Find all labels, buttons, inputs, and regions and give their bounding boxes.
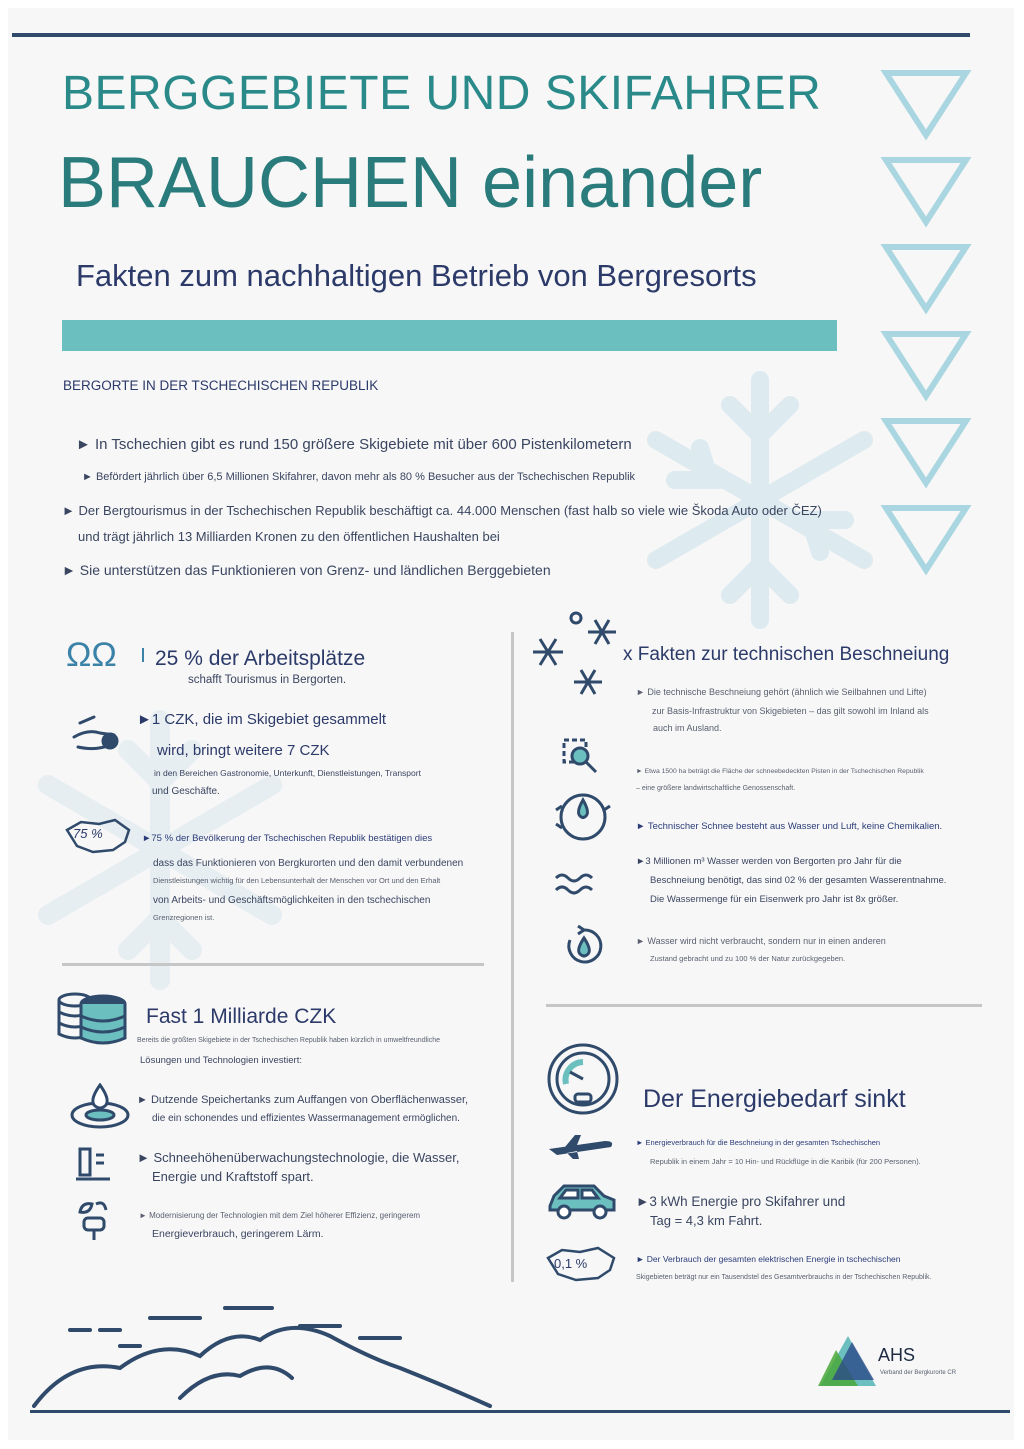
ahs-logo-icon (818, 1334, 878, 1392)
eco-plug-icon (72, 1198, 116, 1242)
divider-tick (142, 648, 144, 662)
intro-bullet-3: ► Der Bergtourismus in der Tschechischen Republik beschäftigt ca. 44.000 Menschen (fast halb so viele wie Škoda Auto oder ČEZ) (62, 503, 822, 518)
intro-bullet-4: ► Sie unterstützen das Funktionieren von Grenz- und ländlichen Berggebieten (62, 562, 551, 578)
logo-subtitle: Verband der Bergkurorte CR (880, 1370, 957, 1376)
snow-fact-4a: ►3 Millionen m³ Wasser werden von Bergorten pro Jahr für die (636, 856, 902, 867)
invest-item-1a: ► Dutzende Speichertanks zum Auffangen von Oberflächenwasser, (137, 1094, 469, 1106)
logo-name: AHS (878, 1345, 916, 1365)
energy-fact-1b: Republik in einem Jahr = 10 Hin- und Rückflüge in die Karibik (für 200 Personen). (650, 1157, 921, 1166)
invest-item-3a: ► Modernisierung der Technologien mit dem Ziel höherer Effizienz, geringerem (139, 1211, 421, 1220)
population-line-3: Dienstleistungen wichtig für den Lebensunterhalt der Menschen vor Ort und den Erhalt (153, 876, 441, 885)
search-area-icon (560, 736, 602, 776)
invest-line-2: Lösungen und Technologien investiert: (140, 1055, 302, 1066)
triangle-icon (886, 247, 966, 309)
intro-bullet-2: ► Befördert jährlich über 6,5 Millionen Skifahrer, davon mehr als 80 % Besucher aus der Tschechischen Republik (82, 471, 636, 483)
pct-badge-75: 75 % (73, 826, 103, 841)
snow-fact-5b: Zustand gebracht und zu 100 % der Natur zurückgegeben. (650, 954, 846, 963)
snow-fact-1a: ► Die technische Beschneiung gehört (ähnlich wie Seilbahnen und Lifte) (636, 687, 927, 697)
speedometer-icon (544, 1040, 622, 1118)
population-line-2: dass das Funktionieren von Bergkurorten und den damit verbundenen (153, 858, 464, 869)
czk-line-1: ►1 CZK, die im Skigebiet gesammelt (137, 711, 387, 728)
bottom-divider (30, 1410, 1010, 1413)
top-divider (12, 33, 970, 37)
snow-fact-1b: zur Basis-Infrastruktur von Skigebieten – das gilt sowohl im Inland als (652, 706, 929, 716)
water-waves-icon (552, 868, 602, 902)
population-line-1: ►75 % der Bevölkerung der Tschechischen Republik bestätigen dies (142, 833, 433, 844)
intro-bullet-3-cont: und trägt jährlich 13 Milliarden Kronen zu den öffentlichen Haushalten bei (78, 529, 500, 544)
database-icon (55, 990, 131, 1050)
triangle-icon (886, 334, 966, 396)
title-line-1: BERGGEBIETE UND SKIFAHRER (62, 67, 822, 120)
divider-right (546, 1004, 982, 1007)
population-line-4: von Arbeits- und Geschäftsmöglichkeiten in den tschechischen (153, 895, 431, 906)
hand-coin-icon (70, 715, 126, 755)
triangle-icon (886, 73, 966, 135)
airplane-icon (545, 1131, 617, 1161)
population-line-5: Grenzregionen ist. (153, 913, 215, 922)
pct-badge-0-1: 0,1 % (554, 1256, 588, 1271)
divider-left (62, 963, 484, 966)
invest-line-1: Bereits die größten Skigebiete in der Tschechischen Republik haben kürzlich in umweltfreundliche (137, 1037, 440, 1044)
snowmaking-title: x Fakten zur technischen Beschneiung (623, 644, 950, 665)
invest-item-3b: Energieverbrauch, geringerem Lärm. (152, 1228, 324, 1240)
water-cycle-icon (560, 924, 606, 970)
section-title-bergorte: BERGORTE IN DER TSCHECHISCHEN REPUBLIK (63, 378, 379, 393)
snow-fact-5a: ► Wasser wird nicht verbraucht, sondern nur in einen anderen (636, 936, 886, 946)
triangle-icon (886, 508, 966, 570)
czk-line-4: und Geschäfte. (152, 786, 220, 797)
energy-fact-2a: ►3 kWh Energie pro Skifahrer und (636, 1194, 846, 1209)
triangle-icon (886, 160, 966, 222)
omega-icon: ΩΩ (66, 636, 117, 674)
title-line-2: BRAUCHEN einander (58, 143, 763, 223)
snowflakes-icon (528, 610, 624, 702)
invest-item-2a: ► Schneehöhenüberwachungstechnologie, die Wasser, (137, 1150, 460, 1165)
energy-fact-1a: ► Energieverbrauch für die Beschneiung in der gesamten Tschechischen (636, 1138, 881, 1147)
intro-bullet-1: ► In Tschechien gibt es rund 150 größere Skigebiete mit über 600 Pistenkilometern (76, 436, 632, 453)
column-divider (511, 632, 514, 1282)
energy-fact-3b: Skigebieten beträgt nur ein Tausendstel des Gesamtverbrauchs in der Tschechischen Republik. (636, 1274, 932, 1281)
snow-fact-4b: Beschneiung benötigt, das sind 02 % der gesamten Wasserentnahme. (650, 875, 947, 886)
snow-fact-2a: ► Etwa 1500 ha beträgt die Fläche der schneebedeckten Pisten in der Tschechischen Republik (636, 768, 924, 775)
snowflake-background-icon (620, 360, 900, 640)
invest-item-1b: die ein schonendes und effizientes Wassermanagement ermöglichen. (152, 1113, 460, 1124)
snow-fact-4c: Die Wassermenge für ein Eisenwerk pro Jahr ist 8x größer. (650, 894, 899, 905)
triangle-icon (886, 421, 966, 483)
energy-fact-3a: ► Der Verbrauch der gesamten elektrischen Energie in tschechischen (636, 1254, 901, 1264)
accent-bar (62, 320, 837, 351)
energy-title: Der Energiebedarf sinkt (643, 1085, 906, 1113)
car-icon (546, 1178, 618, 1222)
jobs-title: 25 % der Arbeitsplätze (155, 647, 366, 670)
czk-line-3: in den Bereichen Gastronomie, Unterkunft, Dienstleistungen, Transport (154, 768, 421, 778)
invest-title: Fast 1 Milliarde CZK (146, 1005, 337, 1028)
energy-fact-2b: Tag = 4,3 km Fahrt. (650, 1213, 763, 1228)
mountains-illustration (30, 1298, 500, 1413)
invest-item-2b: Energie und Kraftstoff spart. (152, 1169, 314, 1184)
water-tank-icon (68, 1083, 132, 1131)
snow-fact-2b: – eine größere landwirtschaftliche Genossenschaft. (636, 785, 796, 792)
water-air-icon (552, 786, 614, 848)
czk-line-2: wird, bringt weitere 7 CZK (157, 742, 330, 759)
subtitle: Fakten zum nachhaltigen Betrieb von Bergresorts (76, 258, 757, 293)
snow-gauge-icon (74, 1145, 114, 1185)
snow-fact-3: ► Technischer Schnee besteht aus Wasser und Luft, keine Chemikalien. (636, 821, 943, 832)
triangle-decoration-column (880, 68, 972, 583)
snow-fact-1c: auch im Ausland. (653, 723, 722, 733)
jobs-subtitle: schafft Tourismus in Bergorten. (188, 674, 347, 686)
